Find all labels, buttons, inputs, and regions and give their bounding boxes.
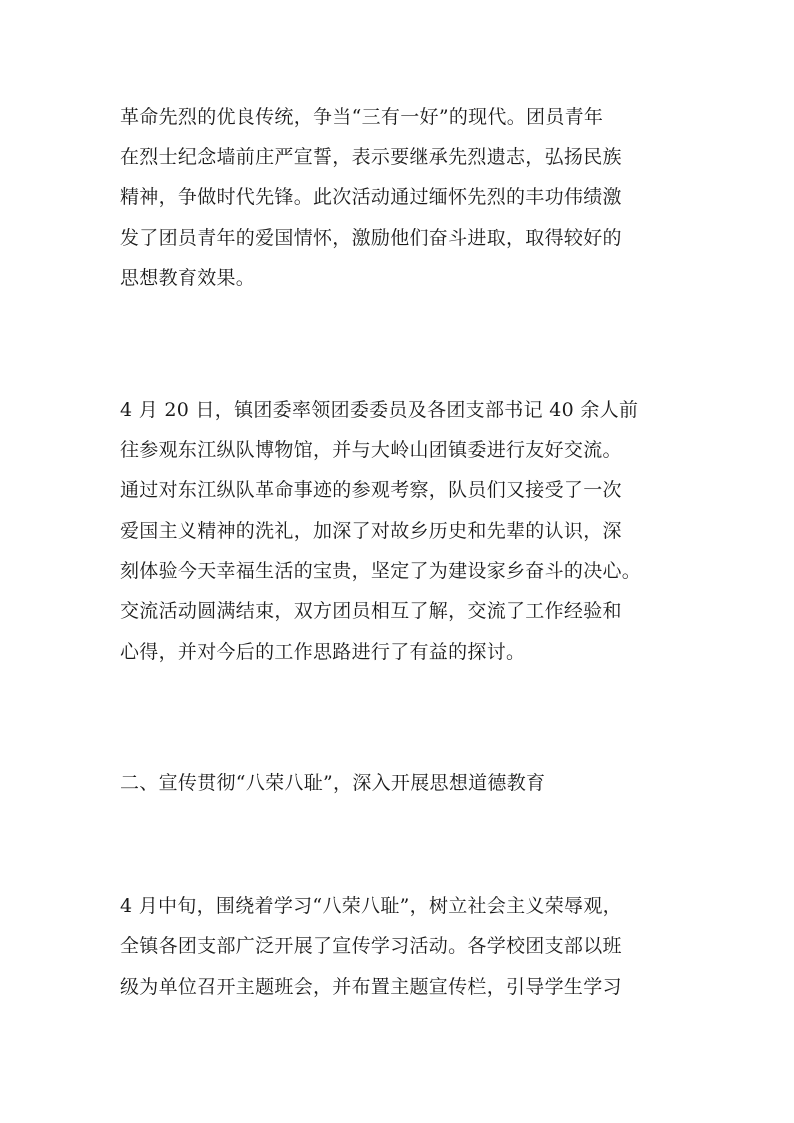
paragraph-line: 往参观东江纵队博物馆，并与大岭山团镇委进行友好交流。 [120, 439, 622, 461]
paragraph-line: 革命先烈的优良传统，争当“三有一好”的现代。团员青年 [120, 106, 604, 128]
section-heading: 二、宣传贯彻“八荣八耻”，深入开展思想道德教育 [120, 772, 546, 794]
paragraph-line: 全镇各团支部广泛开展了宣传学习活动。各学校团支部以班 [120, 935, 622, 957]
paragraph-line: 心得，并对今后的工作思路进行了有益的探讨。 [120, 641, 526, 663]
paragraph-line: 刻体验今天幸福生活的宝贵，坚定了为建设家乡奋斗的决心。 [120, 560, 642, 582]
paragraph-line: 交流活动圆满结束，双方团员相互了解，交流了工作经验和 [120, 600, 622, 622]
paragraph-line: 4 月 20 日，镇团委率领团委委员及各团支部书记 40 余人前 [120, 399, 639, 421]
paragraph-line: 通过对东江纵队革命事迹的参观考察，队员们又接受了一次 [120, 479, 622, 501]
paragraph-line: 级为单位召开主题班会，并布置主题宣传栏，引导学生学习 [120, 976, 622, 998]
paragraph-line: 4 月中旬，围绕着学习“八荣八耻”，树立社会主义荣辱观， [120, 895, 622, 917]
paragraph-line: 在烈士纪念墙前庄严宣誓，表示要继承先烈遗志，弘扬民族 [120, 146, 622, 168]
paragraph-line: 思想教育效果。 [120, 267, 256, 289]
paragraph-line: 发了团员青年的爱国情怀，激励他们奋斗进取，取得较好的 [120, 227, 622, 249]
paragraph-line: 爱国主义精神的洗礼，加深了对故乡历史和先辈的认识，深 [120, 520, 622, 542]
paragraph-line: 精神，争做时代先锋。此次活动通过缅怀先烈的丰功伟绩激 [120, 186, 622, 208]
